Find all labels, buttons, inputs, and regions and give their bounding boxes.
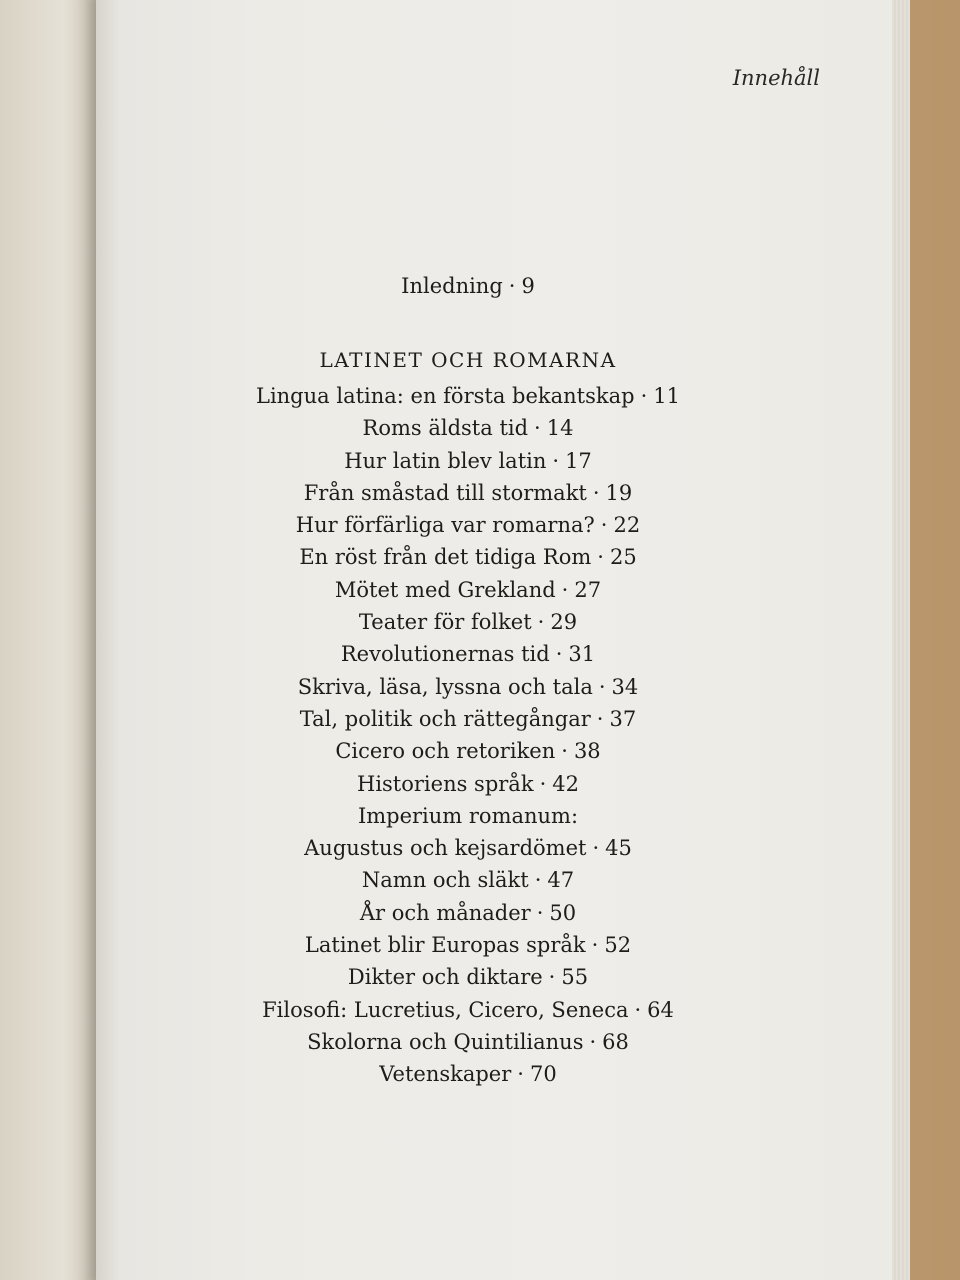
toc-entry-title: År och månader [359,900,531,925]
toc-entry-page: 64 [647,997,674,1022]
toc-entry-title: Från småstad till stormakt [303,480,587,505]
toc-entry-page: 47 [547,868,575,893]
toc-entry-list [0,380,936,1091]
toc-entry-title: Lingua latina: en första bekantskap [256,384,635,408]
toc-entry-page: 27 [574,577,602,602]
toc-entry [0,574,936,606]
toc-entry-title: Cicero och retoriken [335,739,556,764]
toc-entry-page: 19 [605,480,633,505]
toc-entry [0,1026,936,1058]
toc-separator: · [640,384,648,408]
toc-entry [0,994,936,1026]
toc-separator: · [561,739,568,764]
toc-entry [0,671,936,703]
toc-separator: · [534,416,541,441]
toc-separator: · [596,706,604,731]
toc-entry-page: 9 [521,274,535,298]
toc-intro-entry [0,266,936,306]
toc-entry-page: 37 [609,706,637,731]
toc-entry-page: 45 [605,836,632,861]
toc-entry [0,606,936,638]
toc-separator: · [634,997,642,1022]
toc-entry [0,380,936,412]
toc-entry-page: 22 [613,513,641,538]
toc-entry-title: Historiens språk [357,771,534,796]
toc-entry-page: 31 [568,642,596,667]
toc-entry-page: 52 [604,933,632,958]
toc-entry-title: Skolorna och Quintilianus [307,1029,584,1054]
toc-entry [0,897,936,929]
toc-entry-title: Dikter och diktare [347,965,543,990]
toc-entry-title: Teater för folket [358,610,532,635]
toc-separator: · [592,480,600,505]
toc-entry-title: Vetenskaper [379,1062,512,1087]
toc-entry-page: 68 [602,1029,629,1054]
toc-separator: · [508,274,516,298]
toc-separator: · [555,642,563,667]
toc-entry-page: 29 [550,610,578,635]
toc-entry-page: 55 [561,965,589,990]
toc-entry-title: Mötet med Grekland [334,577,556,602]
toc-separator: · [517,1062,524,1087]
toc-entry [0,509,936,541]
toc-entry [0,961,936,993]
toc-separator: · [536,900,544,925]
toc-entry-title: Roms äldsta tid [362,416,529,441]
toc-entry-page: 11 [653,384,680,408]
toc-entry [0,445,936,477]
toc-separator: · [600,513,608,538]
toc-entry [0,412,936,444]
toc-separator: · [537,610,545,635]
toc-entry-page: 34 [611,674,639,699]
toc-separator: · [548,965,556,990]
toc-entry-title: Hur latin blev latin [344,448,547,473]
toc-entry-page: 14 [546,416,574,441]
toc-entry-page: 42 [552,771,579,796]
toc-entry [0,800,936,832]
toc-entry [0,703,936,735]
toc-entry-title: Augustus och kejsardömet [304,836,587,861]
toc-separator: · [597,545,604,570]
toc-entry-title: Revolutionernas tid [340,642,550,667]
toc-entry [0,768,936,800]
toc-entry-title: Skriva, läsa, lyssna och tala [297,674,593,699]
toc-entry [0,541,936,573]
toc-entry-page: 25 [609,545,637,570]
toc-entry-title: Latinet blir Europas språk [304,933,586,958]
toc-separator: · [552,448,560,473]
toc-separator: · [592,836,600,861]
toc-entry-page: 70 [529,1062,557,1087]
toc-entry-title: Hur förfärliga var romarna? [295,513,595,538]
toc-separator: · [591,933,599,958]
toc-separator: · [561,577,569,602]
toc-entry [0,864,936,896]
table-of-contents [0,266,936,1091]
toc-entry [0,735,936,767]
toc-entry-title: Namn och släkt [361,868,529,893]
toc-entry-title: Tal, politik och rättegångar [299,706,591,731]
toc-entry-page: 38 [573,739,601,764]
toc-separator: · [598,674,606,699]
toc-entry-page: 17 [565,448,592,473]
toc-entry [0,929,936,961]
toc-entry-page: 50 [549,900,577,925]
toc-entry [0,477,936,509]
running-head: Innehåll [732,66,820,90]
toc-entry-title: Inledning [401,274,503,298]
toc-entry [0,638,936,670]
toc-entry-title: Filosofi: Lucretius, Cicero, Seneca [262,997,629,1022]
toc-entry-title: En röst från det tidiga Rom [299,545,592,570]
toc-separator: · [589,1029,597,1054]
toc-separator: · [539,771,547,796]
toc-entry [0,1058,936,1090]
toc-entry [0,832,936,864]
toc-entry-title: Imperium romanum: [357,803,579,828]
section-heading: LATINET OCH ROMARNA [319,348,617,372]
toc-separator: · [534,868,542,893]
